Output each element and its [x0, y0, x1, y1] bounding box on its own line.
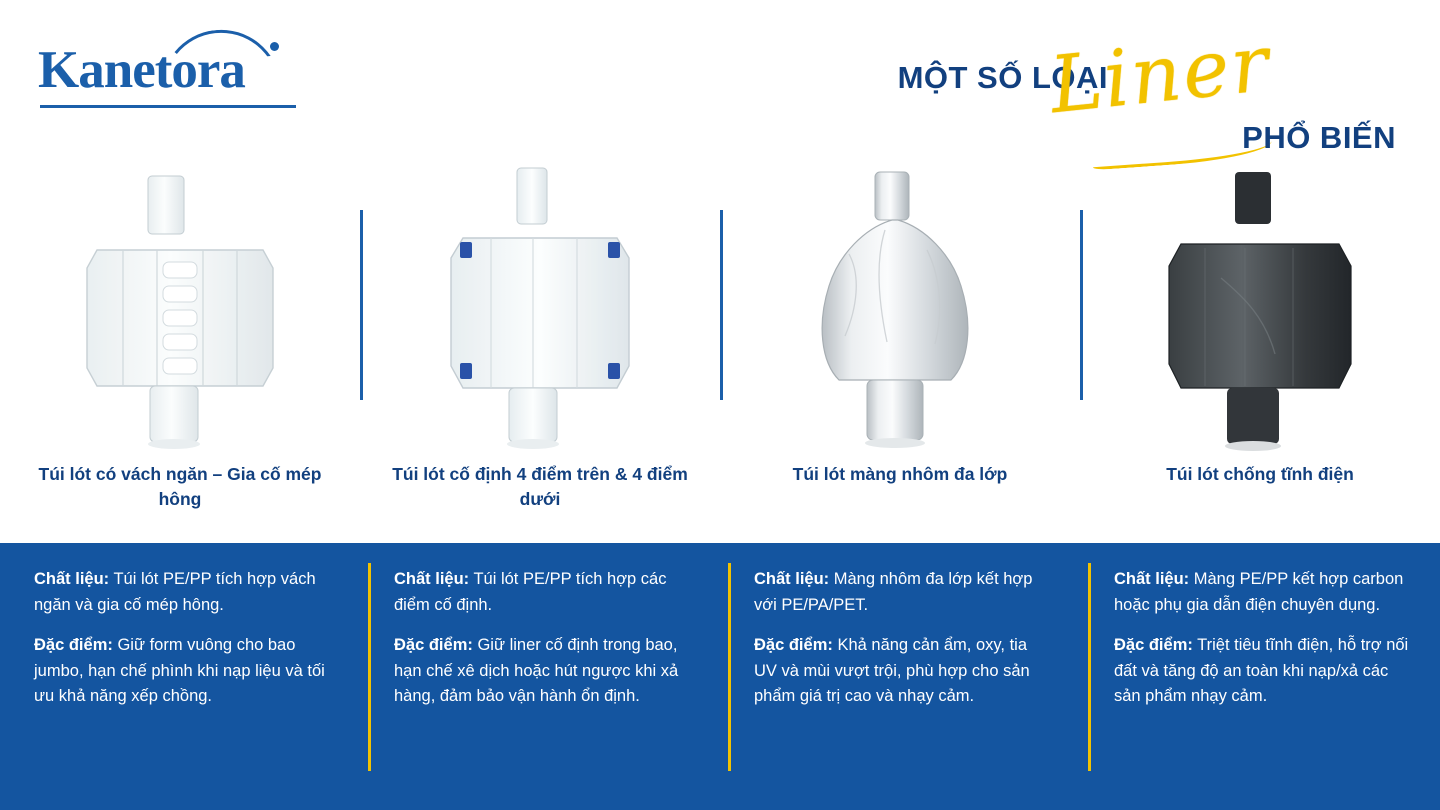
material-text-2: Túi lót PE/PP tích hợp các điểm cố định. [394, 570, 667, 614]
description-column-1 [0, 543, 360, 810]
material-text-3: Màng nhôm đa lớp kết hợp với PE/PA/PET. [754, 570, 1033, 614]
material-paragraph-2 [394, 567, 694, 618]
liner-antistatic-black-image [1125, 158, 1395, 458]
logo-underline [40, 105, 296, 108]
product-card-3 [720, 150, 1080, 540]
product-caption-3: Túi lót màng nhôm đa lớp [792, 464, 1008, 484]
product-divider-2 [720, 210, 723, 400]
material-label-3: Chất liệu: [754, 570, 830, 588]
product-divider-1 [360, 210, 363, 400]
feature-text-2: Giữ liner cố định trong bao, hạn chế xê dịch hoặc hút ngược khi xả hàng, đảm bảo vận hành ổn định. [394, 636, 679, 706]
product-card-2 [360, 150, 720, 540]
page-title [838, 18, 1398, 156]
title-line-2: PHỔ BIẾN [1242, 120, 1396, 155]
feature-paragraph-2 [394, 633, 694, 710]
product-caption-4: Túi lót chống tĩnh điện [1166, 464, 1354, 484]
liner-aluminium-foil-image [765, 158, 1035, 458]
product-strip [0, 150, 1440, 540]
feature-paragraph-4 [1114, 633, 1414, 710]
logo-swoosh-icon [155, 24, 281, 96]
material-label-2: Chất liệu: [394, 570, 470, 588]
product-card-4 [1080, 150, 1440, 540]
feature-paragraph-3 [754, 633, 1054, 710]
material-paragraph-1 [34, 567, 334, 618]
feature-label-1: Đặc điểm: [34, 636, 113, 655]
feature-text-1: Giữ form vuông cho bao jumbo, hạn chế phình khi nạp liệu và tối ưu khả năng xếp chồng. [34, 636, 325, 706]
title-script-liner: Liner [1045, 18, 1275, 132]
brand-logo [38, 28, 338, 114]
feature-label-2: Đặc điểm: [394, 636, 473, 655]
material-paragraph-4 [1114, 567, 1414, 618]
material-text-4: Màng PE/PP kết hợp carbon hoặc phụ gia dẫn điện chuyên dụng. [1114, 570, 1404, 614]
description-column-3 [720, 543, 1080, 810]
material-label-1: Chất liệu: [34, 570, 110, 588]
feature-label-3: Đặc điểm: [754, 636, 833, 655]
feature-text-3: Khả năng cản ẩm, oxy, tia UV và mùi vượt trội, phù hợp cho sản phẩm giá trị cao và nhạy cảm. [754, 636, 1030, 706]
product-caption-2: Túi lót cố định 4 điểm trên & 4 điểm dưới [392, 464, 688, 510]
product-caption-1: Túi lót có vách ngăn – Gia cố mép hông [38, 464, 322, 510]
feature-text-4: Triệt tiêu tĩnh điện, hỗ trợ nối đất và tăng độ an toàn khi nạp/xả các sản phẩm nhạy cảm. [1114, 636, 1409, 706]
description-column-2 [360, 543, 720, 810]
material-text-1: Túi lót PE/PP tích hợp vách ngăn và gia cố mép hông. [34, 570, 316, 614]
description-panel [0, 543, 1440, 810]
feature-label-4: Đặc điểm: [1114, 636, 1193, 655]
liner-baffle-clear-image [45, 158, 315, 458]
material-paragraph-3 [754, 567, 1054, 618]
logo-dot-icon [270, 42, 279, 51]
title-line-1: MỘT SỐ LOẠI [897, 60, 1108, 95]
brand-logo-text: Kanetora [38, 41, 245, 99]
product-divider-3 [1080, 210, 1083, 400]
liner-4point-clear-image [405, 158, 675, 458]
product-card-1 [0, 150, 360, 540]
header [0, 0, 1440, 160]
material-label-4: Chất liệu: [1114, 570, 1190, 588]
feature-paragraph-1 [34, 633, 334, 710]
description-column-4 [1080, 543, 1440, 810]
